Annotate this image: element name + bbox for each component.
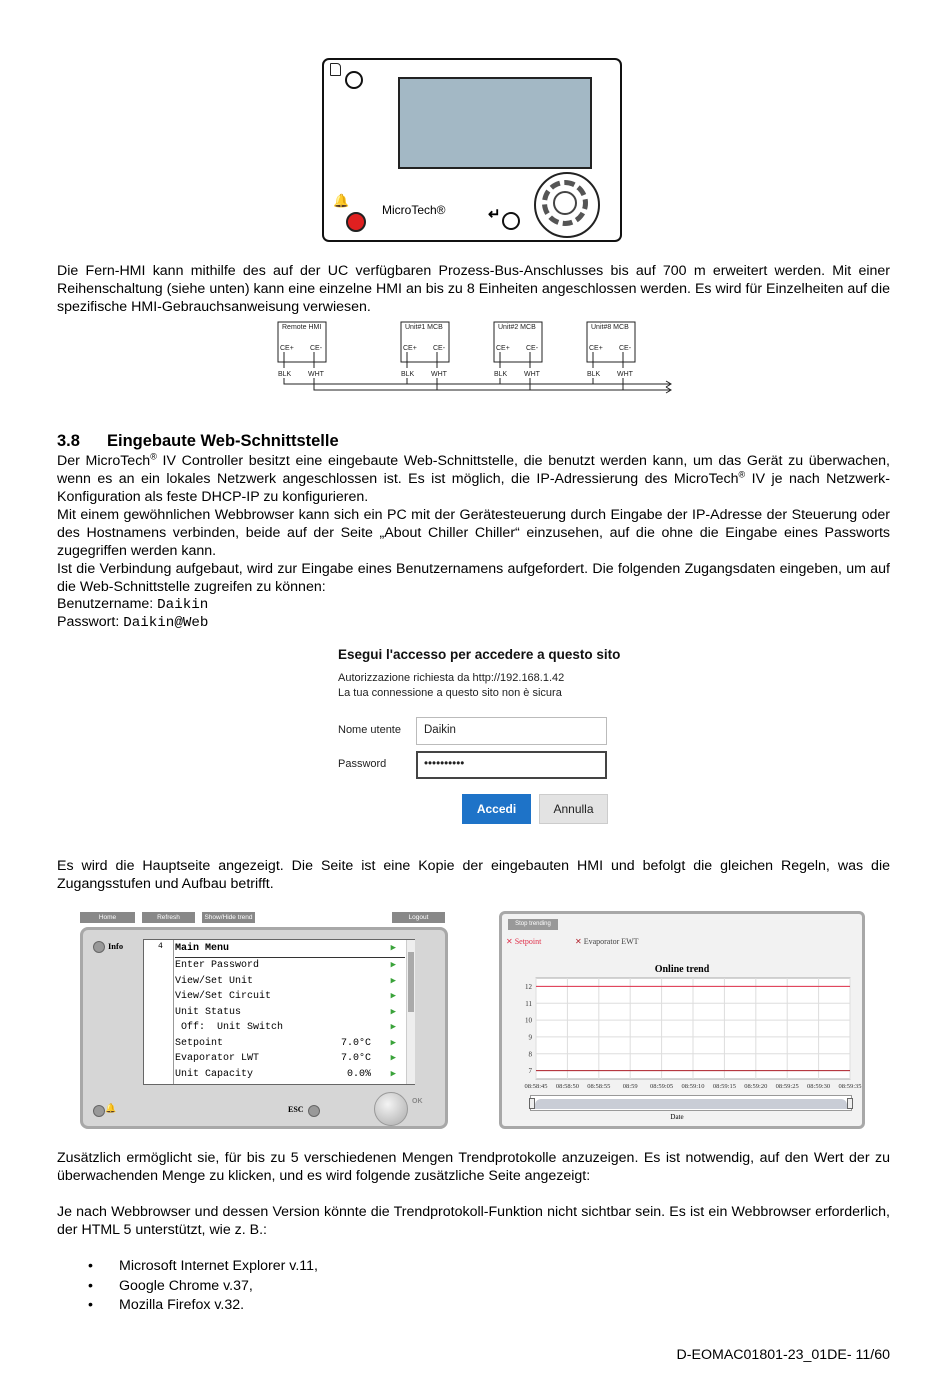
info-led xyxy=(93,941,105,953)
paragraph-trend-logs: Zusätzlich ermöglicht sie, für bis zu 5 verschiedenen Mengen Trendprotokolle anzuzeigen. Es ist notwendig, auf den Wert der zu überwachenden Menge zu klicken, und es wird folgende zusätzliche Seite angezeigt: xyxy=(57,1150,890,1184)
login-auth-text: Autorizzazione richiesta da http://192.168.1.42 xyxy=(338,672,565,684)
y-tick-label: 12 xyxy=(525,982,532,991)
tab-home[interactable]: Home xyxy=(80,912,135,923)
close-icon: ✕ xyxy=(506,937,513,946)
menu-title: Main Menu ▶ xyxy=(175,941,405,958)
arrow-right-icon: ▶ xyxy=(390,943,396,953)
svg-text:CE+: CE+ xyxy=(280,345,294,352)
arrow-right-icon: ▶ xyxy=(390,991,396,1001)
credential-password: Passwort: Daikin@Web xyxy=(57,614,209,631)
alarm-led xyxy=(93,1105,105,1117)
menu-row[interactable]: View/Set Circuit ▶ xyxy=(175,989,405,1005)
esc-button[interactable] xyxy=(308,1105,320,1117)
chart-title: Online trend xyxy=(654,964,710,975)
menu-row[interactable]: Enter Password ▶ xyxy=(175,958,405,974)
x-tick-label: 08:59:15 xyxy=(712,1083,736,1090)
arrow-right-icon: ▶ xyxy=(390,975,396,986)
x-tick-label: 08:59:10 xyxy=(681,1083,705,1090)
close-icon: ✕ xyxy=(575,937,582,946)
svg-text:Remote HMI: Remote HMI xyxy=(282,324,322,331)
y-tick-label: 8 xyxy=(528,1050,532,1059)
arrow-right-icon: ▶ xyxy=(390,1037,396,1048)
alarm-led xyxy=(346,212,366,232)
slider-handle-right xyxy=(847,1098,853,1109)
svg-text:Unit#8 MCB: Unit#8 MCB xyxy=(591,324,629,331)
return-icon: ↵ xyxy=(488,206,501,223)
x-tick-label: 08:59:35 xyxy=(838,1083,862,1090)
arrow-right-icon: ▶ xyxy=(390,1022,396,1032)
y-tick-label: 7 xyxy=(528,1067,532,1076)
menu-button-icon xyxy=(345,71,363,89)
y-tick-label: 9 xyxy=(528,1033,532,1042)
svg-text:BLK: BLK xyxy=(401,371,415,378)
hmi-menu-list xyxy=(143,939,415,1085)
svg-text:CE-: CE- xyxy=(526,345,539,352)
x-tick-label: 08:59 xyxy=(622,1083,638,1090)
svg-text:WHT: WHT xyxy=(431,371,447,378)
trend-panel xyxy=(499,911,865,1129)
svg-text:CE+: CE+ xyxy=(403,345,417,352)
diagram-box-unit8 xyxy=(587,322,635,362)
svg-text:BLK: BLK xyxy=(587,371,601,378)
arrow-right-icon: ▶ xyxy=(390,1006,396,1017)
push-dial xyxy=(534,172,600,238)
arrow-right-icon: ▶ xyxy=(390,960,396,970)
hmi-display xyxy=(398,77,592,169)
hmi-device-illustration xyxy=(322,58,622,242)
arrow-right-icon: ▶ xyxy=(390,1068,396,1079)
stop-trending-button[interactable]: Stop trending xyxy=(508,919,558,930)
list-item: • Microsoft Internet Explorer v.11, xyxy=(88,1257,318,1277)
paragraph-remote-hmi: Die Fern-HMI kann mithilfe des auf der UC verfügbaren Prozess-Bus-Anschlusses bis auf 700 m erweitert werden. Mit einer Reihenschaltung (siehe unten) kann eine einzelne HMI an bis zu 8 Einheiten angeschlossen werden. Es wird für Einzelheiten auf die spezifische HMI-Gebrauchsanweisung verwiesen. xyxy=(57,263,890,315)
svg-text:CE-: CE- xyxy=(433,345,446,352)
diagram-box-unit2 xyxy=(494,322,542,362)
tab-refresh[interactable]: Refresh xyxy=(142,912,195,923)
info-label: Info xyxy=(108,941,124,951)
username-field[interactable]: Daikin xyxy=(416,717,607,745)
menu-row[interactable]: Setpoint 7.0°C ▶ xyxy=(175,1036,405,1052)
password-field[interactable]: •••••••••• xyxy=(416,751,607,779)
login-dialog-title: Esegui l'accesso per accedere a questo sito xyxy=(338,647,621,662)
legend-evaporator-ewt[interactable]: ✕ Evaporator EWT xyxy=(575,937,639,946)
legend-setpoint[interactable]: ✕ Setpoint xyxy=(506,937,542,946)
menu-scrollbar[interactable] xyxy=(406,940,415,1084)
diagram-pin-labels xyxy=(278,345,634,378)
x-tick-label: 08:59:30 xyxy=(807,1083,831,1090)
x-tick-label: 08:59:20 xyxy=(744,1083,768,1090)
card-icon xyxy=(330,63,341,76)
y-tick-label: 10 xyxy=(525,1016,532,1025)
password-label: Password xyxy=(338,758,387,770)
login-cancel-button[interactable]: Annulla xyxy=(539,794,608,824)
svg-text:CE+: CE+ xyxy=(496,345,510,352)
login-submit-button[interactable]: Accedi xyxy=(462,794,531,824)
brand-label: MicroTech® xyxy=(382,203,446,217)
credential-username: Benutzername: Daikin xyxy=(57,596,209,613)
menu-row[interactable]: View/Set Unit ▶ xyxy=(175,974,405,990)
login-insecure-text: La tua connessione a questo sito non è sicura xyxy=(338,687,562,699)
paragraph-browser-connect: Mit einem gewöhnlichen Webbrowser kann sich ein PC mit der Gerätesteuerung durch Eingabe der IP-Adresse der Steuerung oder des Hostnamens verbinden, beide auf der Seite „About Chiller Chiller“ einzusehen, auf die ohne die Eingabe eines Passworts zugegriffen werden kann. xyxy=(57,507,890,559)
document-footer: D-EOMAC01801-23_01DE- 11/60 xyxy=(676,1347,890,1363)
svg-text:CE-: CE- xyxy=(310,345,323,352)
svg-text:CE-: CE- xyxy=(619,345,632,352)
svg-text:BLK: BLK xyxy=(494,371,508,378)
menu-divider xyxy=(173,940,174,1084)
menu-row[interactable]: Unit Capacity 0.0% ▶ xyxy=(175,1067,405,1083)
paragraph-web-interface: Der MicroTech® IV Controller besitzt eine eingebaute Web-Schnittstelle, die benutzt werden kann, um das Gerät zu überwachen, wenn es an ein lokales Netzwerk angeschlossen ist. Es ist möglich, die IP-Adressierung des MicroTech® IV je nach Netzwerk-Konfiguration als feste DHCP-IP zu konfigurieren. xyxy=(57,451,890,505)
svg-text:WHT: WHT xyxy=(524,371,540,378)
diagram-box-remote-hmi xyxy=(278,322,326,362)
svg-text:Unit#1 MCB: Unit#1 MCB xyxy=(405,324,443,331)
section-heading: 3.8 Eingebaute Web-Schnittstelle xyxy=(57,432,339,450)
svg-text:Unit#2 MCB: Unit#2 MCB xyxy=(498,324,536,331)
x-tick-label: 08:59:25 xyxy=(775,1083,799,1090)
range-slider[interactable] xyxy=(530,1095,852,1111)
list-item: • Mozilla Firefox v.32. xyxy=(88,1296,318,1316)
paragraph-html5-requirement: Je nach Webbrowser und dessen Version könnte die Trendprotokoll-Funktion nicht sichtbar sein. Es ist ein Webbrowser erforderlich, der HTML 5 unterstützt, wie z. B.: xyxy=(57,1204,890,1238)
tab-show-hide-trend[interactable]: Show/Hide trend xyxy=(202,912,255,923)
x-axis-label: Date xyxy=(670,1113,684,1121)
browser-list xyxy=(88,1257,318,1316)
bell-icon: 🔔 xyxy=(333,193,350,208)
esc-label: ESC xyxy=(288,1105,304,1114)
username-label: Nome utente xyxy=(338,724,401,736)
diagram-box-unit1 xyxy=(401,322,449,362)
menu-row[interactable]: Evaporator LWT 7.0°C ▶ xyxy=(175,1051,405,1067)
svg-text:WHT: WHT xyxy=(308,371,324,378)
svg-text:WHT: WHT xyxy=(617,371,633,378)
arrow-right-icon: ▶ xyxy=(390,1053,396,1063)
diagram-wires xyxy=(284,352,671,393)
paragraph-main-page: Es wird die Hauptseite angezeigt. Die Seite ist eine Kopie der eingebauten HMI und befolgt die gleichen Regeln, was die Zugangsstufen und Aufbau betrifft. xyxy=(57,858,890,892)
paragraph-login-prompt: Ist die Verbindung aufgebaut, wird zur Eingabe eines Benutzernamens aufgefordert. Die folgenden Zugangsdaten eingeben, um auf die Web-Schnittstelle zugreifen zu können: xyxy=(57,561,890,595)
slider-handle-left xyxy=(529,1098,535,1109)
menu-row[interactable]: Off: Unit Switch ▶ xyxy=(175,1020,405,1036)
ok-label: OK xyxy=(412,1098,423,1105)
ok-dial[interactable] xyxy=(374,1092,408,1126)
menu-row[interactable]: Unit Status ▶ xyxy=(175,1005,405,1021)
svg-text:BLK: BLK xyxy=(278,371,292,378)
back-button-icon xyxy=(502,212,520,230)
x-tick-label: 08:58:45 xyxy=(524,1083,548,1090)
x-tick-label: 08:58:55 xyxy=(587,1083,611,1090)
y-tick-label: 11 xyxy=(525,999,532,1008)
x-tick-label: 08:59:05 xyxy=(650,1083,674,1090)
trend-chart xyxy=(502,976,862,1100)
page-number: 4 xyxy=(158,942,163,951)
svg-text:CE+: CE+ xyxy=(589,345,603,352)
bell-icon: 🔔 xyxy=(105,1103,117,1113)
tab-logout[interactable]: Logout xyxy=(392,912,445,923)
dial-knob xyxy=(553,191,577,215)
list-item: • Google Chrome v.37, xyxy=(88,1277,318,1297)
x-tick-label: 08:58:50 xyxy=(555,1083,579,1090)
bus-wiring-diagram xyxy=(270,318,680,398)
